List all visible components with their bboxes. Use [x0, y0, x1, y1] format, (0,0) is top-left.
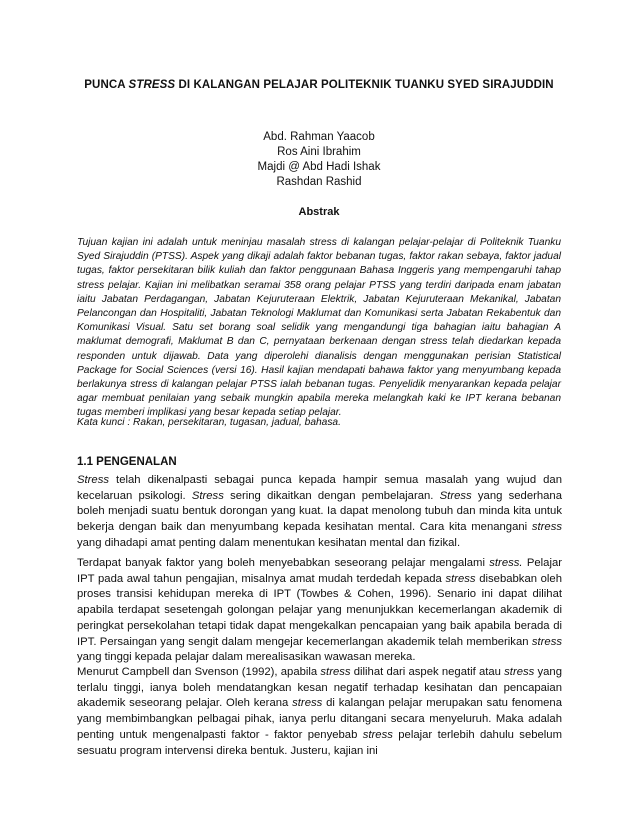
author-name: Rashdan Rashid	[276, 176, 362, 188]
italic-term: Stress	[77, 474, 110, 486]
italic-term: stress	[292, 697, 323, 710]
text-run: Pelajar IPT pada awal tahun pengajian, misalnya amat mudah terdedah kepada	[77, 557, 562, 585]
italic-term: stress	[504, 666, 535, 678]
italic-term: Stress	[191, 489, 224, 502]
author-name: Majdi @ Abd Hadi Ishak	[257, 161, 381, 173]
text-run: disebabkan oleh proses transisi kehidupan mereka di IPT (Towbes & Cohen, 1996). Senario ini dapat dilihat apabila terdapat sesetengah golongan pelajar yang menunjukkan kecemerlangan akademik di peringkat persekolahan tetapi tidak dapat mengekalkan pencapaian yang baik apabila berada di IPT. Persaingan yang sengit dalam mengejar kecemerlangan akademik telah memberikan	[77, 572, 563, 648]
text-run: yang terlalu tinggi, ianya boleh mendatangkan kesan negatif terhadap kesihatan dan pencapaian akademik seseorang pelajar. Oleh kerana	[77, 666, 562, 710]
italic-term: stress.	[489, 557, 523, 569]
italic-term: stress	[445, 572, 476, 585]
italic-term: stress	[320, 666, 351, 678]
text-run: yang tinggi kepada pelajar dalam merealisasikan wawasan mereka.	[77, 651, 416, 664]
keywords: Kata kunci : Rakan, persekitaran, tugasan, jadual, bahasa.	[77, 417, 341, 428]
author-list	[200, 130, 438, 190]
italic-term: Stress	[439, 489, 472, 502]
text-run: dilihat dari aspek negatif atau	[350, 666, 505, 678]
text-run: di kalangan pelajar merupakan satu fenomena yang membimbangkan pelbagai pihak, ianya perlu ditangani secara menyeluruh. Maka adalah penting untuk mengenalpasti faktor - faktor penyebab	[77, 697, 562, 741]
italic-term: stress	[531, 635, 562, 648]
paper-title	[80, 76, 558, 94]
section-heading: 1.1 PENGENALAN	[77, 456, 177, 468]
text-run: yang dihadapi amat penting dalam menentukan kesihatan mental dan fizikal.	[77, 536, 461, 549]
text-run: yang sederhana boleh menjadi suatu bentuk dorongan yang kuat. Ia dapat menolong tubuh dan minda kita untuk bekerja dengan baik dan menyumbang kepada kesihatan mental. Cara kita menangani	[77, 489, 563, 534]
title-suffix: DI KALANGAN PELAJAR POLITEKNIK TUANKU SYED SIRAJUDDIN	[175, 79, 554, 91]
author-name: Ros Aini Ibrahim	[277, 146, 361, 158]
text-run: Terdapat banyak faktor yang boleh menyebabkan seseorang pelajar mengalami	[77, 557, 490, 569]
title-stress-italic: STRESS	[128, 79, 176, 91]
paragraph-2	[77, 556, 562, 666]
author-name: Abd. Rahman Yaacob	[263, 131, 375, 143]
italic-term: stress	[531, 521, 562, 534]
paragraph-1	[77, 473, 562, 552]
title-prefix: PUNCA	[84, 79, 129, 91]
text-run: sering dikaitkan dengan pembelajaran.	[223, 489, 440, 502]
italic-term: stress	[362, 728, 393, 741]
paragraph-3	[77, 665, 562, 759]
text-run: pelajar terlebih dahulu sebelum sesuatu program intervensi direka bentuk. Justeru, kajian ini	[77, 728, 562, 757]
text-run: telah dikenalpasti sebagai punca kepada hampir semua masalah yang wujud dan kecelaruan psikologi.	[77, 474, 562, 502]
text-run: Menurut Campbell dan Svenson (1992), apabila	[77, 666, 321, 678]
abstract-text: Tujuan kajian ini adalah untuk meninjau masalah stress di kalangan pelajar-pelajar di Politeknik Tuanku Syed Sirajuddin (PTSS). Aspek yang dikaji adalah faktor bebanan tugas, faktor rakan sebaya, faktor jadual tugas, faktor persekitaran bilik kuliah dan faktor penggunaan Bahasa Inggeris yang mempengaruhi tahap stress pelajar. Kajian ini melibatkan seramai 358 orang pelajar PTSS yang terdiri daripada enam jabatan iaitu Jabatan Perdagangan, Jabatan Kejuruteraan Elektrik, Jabatan Kejuruteraan Mekanikal, Jabatan Pelancongan dan Hospitaliti, Jabatan Teknologi Maklumat dan Komunikasi serta Jabatan Rekabentuk dan Komunikasi Visual. Satu set borang soal selidik yang mengandungi tiga bahagian iaitu bahagian A maklumat demografi, Maklumat B dan C, pernyataan berkenaan dengan stress telah diedarkan kepada responden untuk dijawab. Data yang diperolehi dianalisis dengan menggunakan perisian Statistical Package for Social Sciences (versi 16). Hasil kajian mendapati bahawa faktor yang menyumbang kepada berlakunya stress di kalangan pelajar PTSS ialah bebanan tugas. Penyelidik menyarankan kepada pelajar agar membuat penilaian yang sebaik mungkin apabila mereka melangkah kaki ke IPT kerana bebanan tugas memberi implikasi yang besar kepada setiap pelajar.	[77, 237, 561, 419]
abstract-heading: Abstrak	[298, 206, 340, 218]
